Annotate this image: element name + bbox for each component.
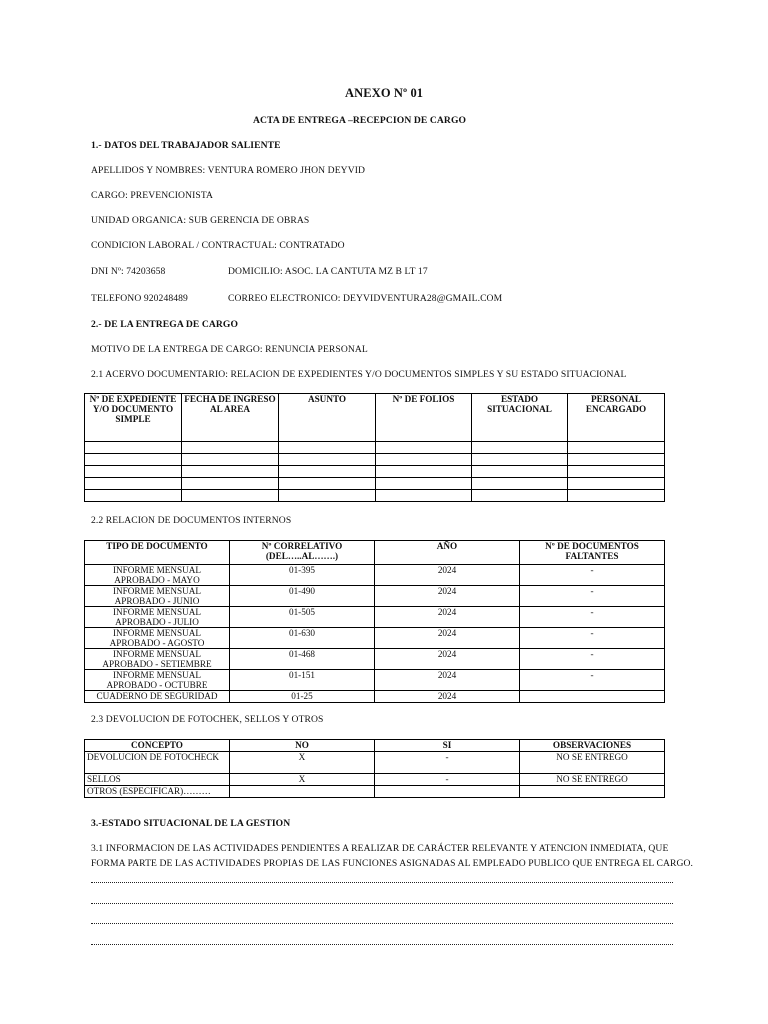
tipo-cell: CUADERNO DE SEGURIDAD [85,691,230,703]
table-row [85,786,665,798]
table-header: Nº DE DOCUMENTOS FALTANTES [520,541,665,565]
section-2-1-heading: 2.1 ACERVO DOCUMENTARIO: RELACION DE EXPEDIENTES Y/O DOCUMENTOS SIMPLES Y SU ESTADO SITUACIONAL [91,369,627,380]
anio-cell: 2024 [375,649,520,670]
tipo-cell: INFORME MENSUAL APROBADO - MAYO [85,565,230,586]
table-header: PERSONAL ENCARGADO [568,394,665,442]
devolucion-table [84,739,665,798]
observaciones-cell: NO SE ENTREGO [520,752,665,774]
faltantes-cell: - [520,670,665,691]
correlativo-cell: 01-505 [230,607,375,628]
si-cell: - [375,752,520,774]
table-row [85,752,665,774]
table-row [85,670,665,691]
field-condicion-laboral: CONDICION LABORAL / CONTRACTUAL: CONTRATADO [91,240,345,251]
section-2-heading: 2.- DE LA ENTREGA DE CARGO [91,319,239,330]
no-cell: X [230,774,375,786]
table-header: TIPO DE DOCUMENTO [85,541,230,565]
table-row [85,607,665,628]
faltantes-cell [520,691,665,703]
table-row [85,466,665,478]
tipo-cell: INFORME MENSUAL APROBADO - SETIEMBRE [85,649,230,670]
dotted-fill-line [91,882,673,883]
anio-cell: 2024 [375,628,520,649]
no-cell [230,786,375,798]
table-header: OBSERVACIONES [520,740,665,752]
tipo-cell: INFORME MENSUAL APROBADO - OCTUBRE [85,670,230,691]
concepto-cell: SELLOS [85,774,230,786]
faltantes-cell: - [520,607,665,628]
tipo-cell: INFORME MENSUAL APROBADO - JUNIO [85,586,230,607]
anio-cell: 2024 [375,691,520,703]
field-dni: DNI Nº: 74203658 [91,266,166,277]
table-row [85,490,665,502]
concepto-cell: DEVOLUCION DE FOTOCHECK [85,752,230,774]
document-subtitle: ACTA DE ENTREGA –RECEPCION DE CARGO [253,115,467,126]
table-row [85,774,665,786]
tipo-cell: INFORME MENSUAL APROBADO - AGOSTO [85,628,230,649]
section-3-1-line-2: FORMA PARTE DE LAS ACTIVIDADES PROPIAS DE LAS FUNCIONES ASIGNADAS AL EMPLEADO PUBLICO QUE ENTREGA EL CARGO. [91,858,694,869]
correlativo-cell: 01-630 [230,628,375,649]
field-motivo: MOTIVO DE LA ENTREGA DE CARGO: RENUNCIA PERSONAL [91,344,368,355]
observaciones-cell: NO SE ENTREGO [520,774,665,786]
table-header: CONCEPTO [85,740,230,752]
table-row [85,649,665,670]
faltantes-cell: - [520,586,665,607]
table-header: ASUNTO [279,394,376,442]
table-header: AÑO [375,541,520,565]
field-cargo: CARGO: PREVENCIONISTA [91,190,214,201]
expedientes-table [84,393,665,502]
correlativo-cell: 01-490 [230,586,375,607]
dotted-fill-line [91,944,673,945]
observaciones-cell [520,786,665,798]
dotted-fill-line [91,923,673,924]
section-3-heading: 3.-ESTADO SITUACIONAL DE LA GESTION [91,818,291,829]
table-row [85,454,665,466]
table-header: Nº DE EXPEDIENTE Y/O DOCUMENTO SIMPLE [85,394,182,442]
table-header: ESTADO SITUACIONAL [472,394,568,442]
si-cell: - [375,774,520,786]
field-telefono: TELEFONO 920248489 [91,293,188,304]
table-header: SI [375,740,520,752]
section-3-1-line-1: 3.1 INFORMACION DE LAS ACTIVIDADES PENDIENTES A REALIZAR DE CARÁCTER RELEVANTE Y ATENCION INMEDIATA, QUE [91,843,669,854]
table-header: Nº CORRELATIVO (DEL…..AL…….) [230,541,375,565]
section-1-heading: 1.- DATOS DEL TRABAJADOR SALIENTE [91,140,281,151]
tipo-cell: INFORME MENSUAL APROBADO - JULIO [85,607,230,628]
table-row [85,565,665,586]
faltantes-cell: - [520,649,665,670]
si-cell [375,786,520,798]
field-unidad-organica: UNIDAD ORGANICA: SUB GERENCIA DE OBRAS [91,215,310,226]
table-row [85,586,665,607]
section-2-3-heading: 2.3 DEVOLUCION DE FOTOCHEK, SELLOS Y OTROS [91,714,324,725]
faltantes-cell: - [520,565,665,586]
field-domicilio: DOMICILIO: ASOC. LA CANTUTA MZ B LT 17 [228,266,428,277]
field-correo: CORREO ELECTRONICO: DEYVIDVENTURA28@GMAIL.COM [228,293,503,304]
anio-cell: 2024 [375,586,520,607]
table-row [85,478,665,490]
table-row [85,442,665,454]
concepto-cell: OTROS (ESPECIFICAR)……… [85,786,230,798]
correlativo-cell: 01-395 [230,565,375,586]
table-header: Nº DE FOLIOS [376,394,472,442]
page-title: ANEXO Nº 01 [345,86,424,100]
correlativo-cell: 01-468 [230,649,375,670]
correlativo-cell: 01-25 [230,691,375,703]
dotted-fill-line [91,903,673,904]
table-row [85,691,665,703]
field-apellidos: APELLIDOS Y NOMBRES: VENTURA ROMERO JHON DEYVID [91,165,366,176]
documentos-internos-table [84,540,665,703]
table-header: NO [230,740,375,752]
anio-cell: 2024 [375,607,520,628]
table-row [85,628,665,649]
anio-cell: 2024 [375,670,520,691]
no-cell: X [230,752,375,774]
section-2-2-heading: 2.2 RELACION DE DOCUMENTOS INTERNOS [91,515,292,526]
anio-cell: 2024 [375,565,520,586]
table-header: FECHA DE INGRESO AL AREA [182,394,279,442]
correlativo-cell: 01-151 [230,670,375,691]
faltantes-cell: - [520,628,665,649]
